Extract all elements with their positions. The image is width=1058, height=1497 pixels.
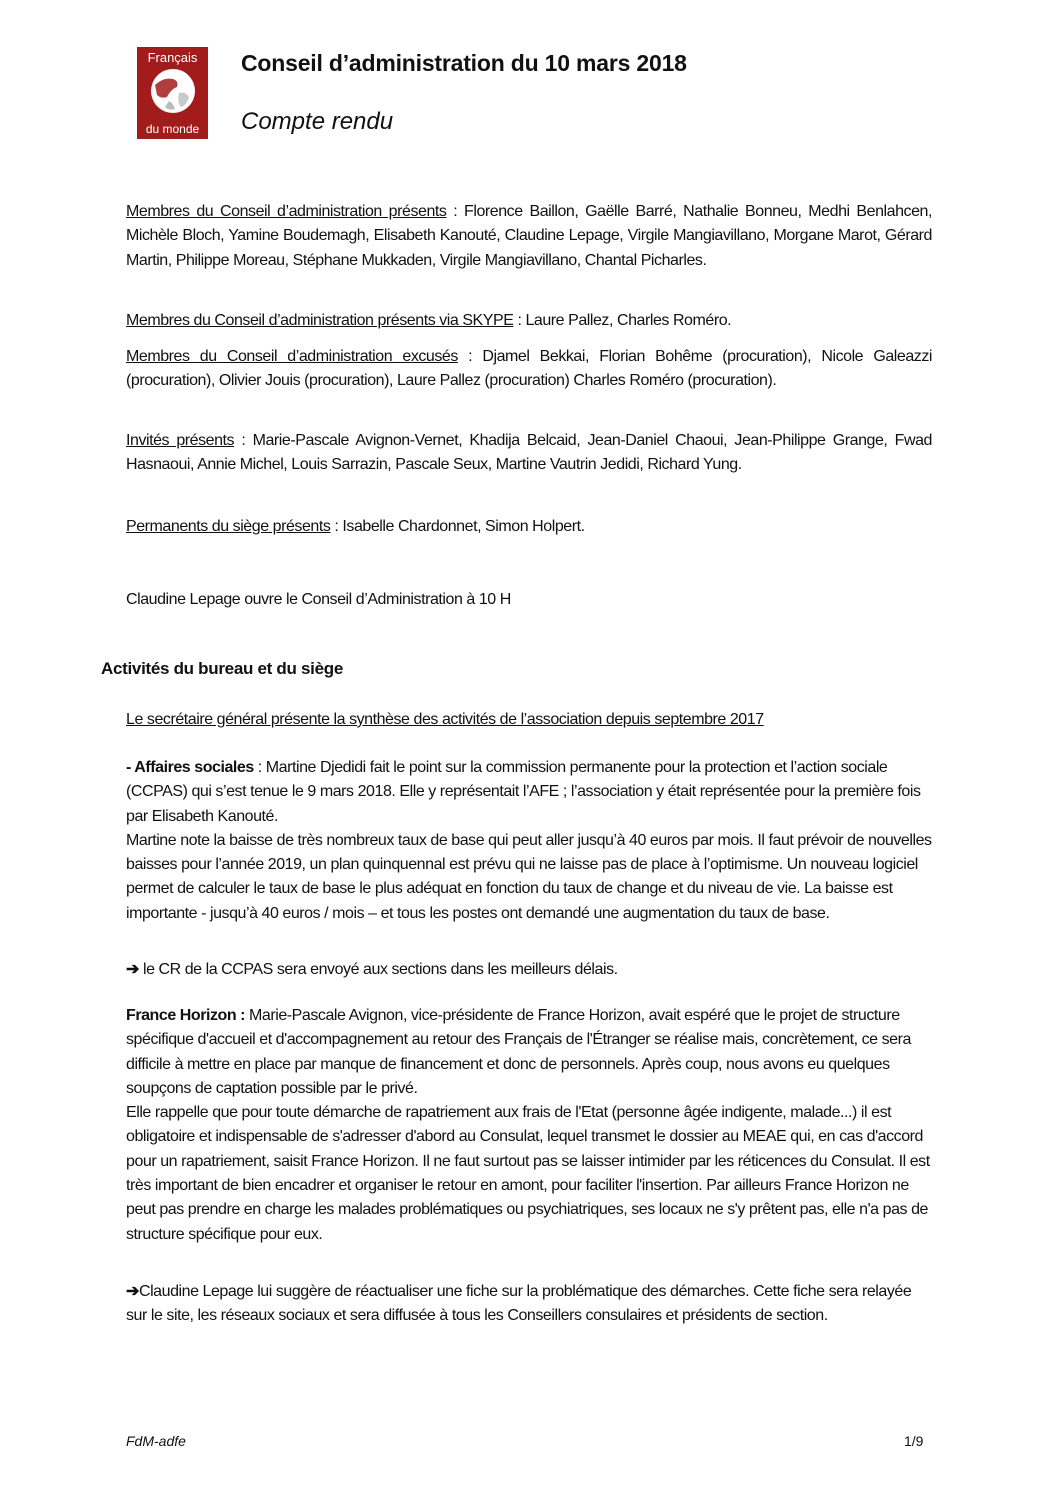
document-subtitle: Compte rendu: [241, 108, 394, 135]
page-number: 1/9: [904, 1433, 924, 1449]
attendance-names: : Marie-Pascale Avignon-Vernet, Khadija Belcaid, Jean-Daniel Chaoui, Jean-Philippe Grange, Fwad Hasnaoui, Annie Michel, Louis Sarrazin, Pascale Seux, Martine Vautrin Jedidi, Richard Yung.: [126, 432, 932, 474]
attendance-label: Permanents du siège présents: [126, 518, 331, 535]
affaires-sociales-text-2: Martine note la baisse de très nombreux taux de base qui peut aller jusqu’à 40 euros par mois. Il faut prévoir de nouvelles baisses pour l’année 2019, un plan quinquennal est prévu qui ne laisse pas de place à l’optimisme. Un nouveau logiciel permet de calculer le taux de base le plus adéquat en fonction du taux de change et du niveau de vie. La baisse est importante - jusqu’à 40 euros / mois – et tous les postes ont demandé une augmentation du taux de base.: [126, 831, 932, 922]
logo-text-top: Français: [147, 50, 198, 65]
affaires-sociales-action: [126, 958, 932, 982]
section-heading: Activités du bureau et du siège: [101, 659, 343, 678]
france-horizon-label: France Horizon :: [126, 1007, 246, 1024]
section-intro: Le secrétaire général présente la synthèse des activités de l’association depuis septembre 2017: [126, 711, 764, 728]
attendance-names: : Djamel Bekkai, Florian Bohême (procuration), Nicole Galeazzi (procuration), Olivier Jouis (procuration), Laure Pallez (procuration) Charles Roméro (procuration).: [126, 348, 932, 390]
attendance-names: : Isabelle Chardonnet, Simon Holpert.: [330, 518, 585, 535]
france-horizon-paragraph: [126, 1004, 932, 1247]
attendance-excused: [126, 345, 932, 394]
france-horizon-text: Marie-Pascale Avignon, vice-présidente de France Horizon, avait espéré que le projet de structure spécifique d'accueil et d'accompagnement au retour des Français de l'Étranger se réalise mais, concrètement, ce sera difficile à mettre en place par manque de financement et donc de personnels. Après coup, nous avons eu quelques soupçons de captation possible par le privé.: [126, 1007, 911, 1097]
france-horizon-text-2: Elle rappelle que pour toute démarche de rapatriement aux frais de l'Etat (personne âgée indigente, malade...) il est obligatoire et indispensable de s'adresser d'abord au Consulat, lequel transmet le dossier au MEAE qui, en cas d'accord pour un rapatriement, saisit France Horizon. Il ne faut surtout pas se laisser intimider par les réticences du Consulat. Il est très important de bien encadrer et organiser le retour en amont, pour faciliter l'insertion. Par ailleurs France Horizon ne peut pas prendre en charge les malades problématiques ou psychiatriques, ses locaux ne s'y prêtent pas, elle n'a pas de structure spécifique pour eux.: [126, 1104, 930, 1243]
attendance-skype: [126, 309, 932, 333]
action-text: Claudine Lepage lui suggère de réactualiser une fiche sur la problématique des démarches. Cette fiche sera relayée sur le site, les réseaux sociaux et sera diffusée à tous les Conseillers consulaires et présidents de section.: [126, 1283, 912, 1325]
affaires-sociales-text: : Martine Djedidi fait le point sur la commission permanente pour la protection et l’action sociale (CCPAS) qui s’est tenue le 9 mars 2018. Elle y représentait l’AFE ; l’association y était représentée pour la première fois par Elisabeth Kanouté.: [126, 759, 921, 825]
attendance-label: Membres du Conseil d’administration présents via SKYPE: [126, 312, 514, 329]
attendance-label: Invités présents: [126, 432, 235, 449]
logo-text-bottom: du monde: [145, 122, 200, 136]
france-horizon-action: [126, 1280, 932, 1329]
attendance-staff: [126, 515, 932, 539]
attendance-guests: [126, 429, 932, 478]
arrow-right-icon: ➔: [126, 961, 139, 978]
document-title: Conseil d’administration du 10 mars 2018: [241, 50, 687, 76]
action-text: le CR de la CCPAS sera envoyé aux sections dans les meilleurs délais.: [138, 961, 618, 978]
opening-statement: Claudine Lepage ouvre le Conseil d’Administration à 10 H: [126, 591, 511, 608]
footer-label: FdM-adfe: [126, 1433, 186, 1449]
attendance-names: : Laure Pallez, Charles Roméro.: [513, 312, 732, 329]
arrow-right-icon: ➔: [126, 1283, 139, 1300]
attendance-label: Membres du Conseil d’administration présents: [126, 203, 447, 220]
attendance-label: Membres du Conseil d’administration excusés: [126, 348, 458, 365]
attendance-present: [126, 200, 932, 273]
affaires-sociales-label: - Affaires sociales: [126, 759, 254, 776]
affaires-sociales-paragraph: [126, 756, 932, 926]
attendance-names: : Florence Baillon, Gaëlle Barré, Nathalie Bonneu, Medhi Benlahcen, Michèle Bloch, Yamine Boudemagh, Elisabeth Kanouté, Claudine Lepage, Virgile Mangiavillano, Morgane Marot, Gérard Martin, Philippe Moreau, Stéphane Mukkaden, Virgile Mangiavillano, Chantal Picharles.: [126, 203, 932, 269]
globe-icon: [149, 67, 197, 115]
logo: [137, 47, 208, 139]
